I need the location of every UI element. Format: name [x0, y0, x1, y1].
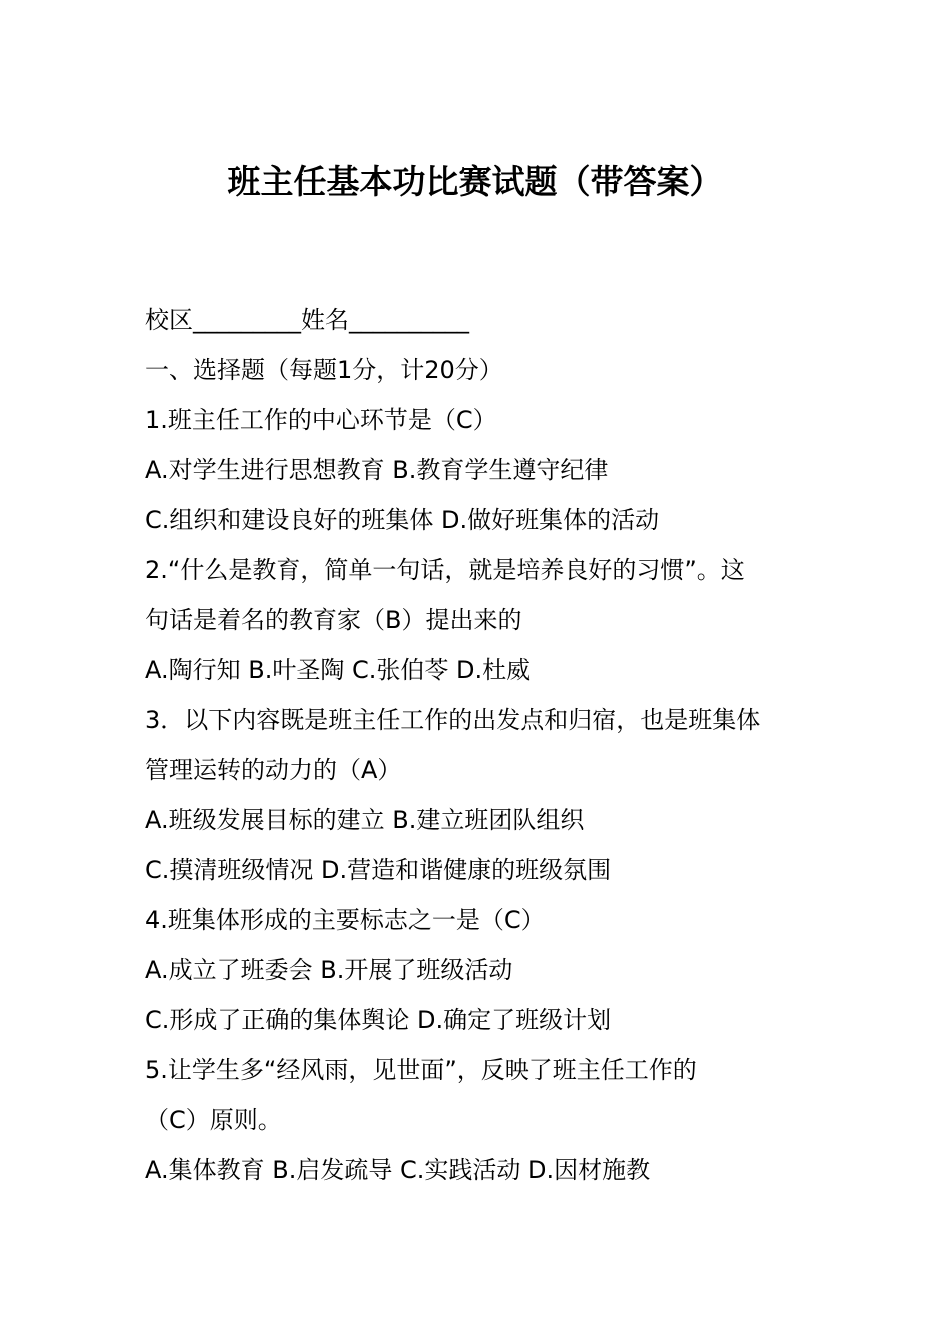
text-line: 4.班集体形成的主要标志之一是（C） [145, 906, 545, 934]
text-line: A.集体教育 B.启发疏导 C.实践活动 D.因材施教 [145, 1156, 651, 1184]
text-line: A.班级发展目标的建立 B.建立班团队组织 [145, 806, 585, 834]
text-line: C.摸清班级情况 D.营造和谐健康的班级氛围 [145, 856, 612, 884]
text-line: A.对学生进行思想教育 B.教育学生遵守纪律 [145, 456, 609, 484]
document-body [145, 295, 815, 1195]
text-line: 1.班主任工作的中心环节是（C） [145, 406, 497, 434]
text-line: A.成立了班委会 B.开展了班级活动 [145, 956, 513, 984]
text-line: 3．以下内容既是班主任工作的出发点和归宿，也是班集体 [145, 706, 761, 734]
text-line: 句话是着名的教育家（B）提出来的 [145, 606, 522, 634]
text-line: 管理运转的动力的（A） [145, 756, 402, 784]
name-campus-line: 校区_________姓名__________ [145, 306, 469, 334]
document-title: 班主任基本功比赛试题（带答案） [227, 162, 723, 201]
text-line: A.陶行知 B.叶圣陶 C.张伯苓 D.杜威 [145, 656, 531, 684]
text-line: 2.“什么是教育，简单一句话，就是培养良好的习惯”。这 [145, 556, 745, 584]
text-line: 5.让学生多“经风雨，见世面”，反映了班主任工作的 [145, 1056, 697, 1084]
section-heading: 一、选择题（每题1分，计20分） [145, 356, 503, 384]
text-line: C.形成了正确的集体舆论 D.确定了班级计划 [145, 1006, 612, 1034]
text-line: C.组织和建设良好的班集体 D.做好班集体的活动 [145, 506, 660, 534]
text-line: （C）原则。 [145, 1106, 282, 1134]
